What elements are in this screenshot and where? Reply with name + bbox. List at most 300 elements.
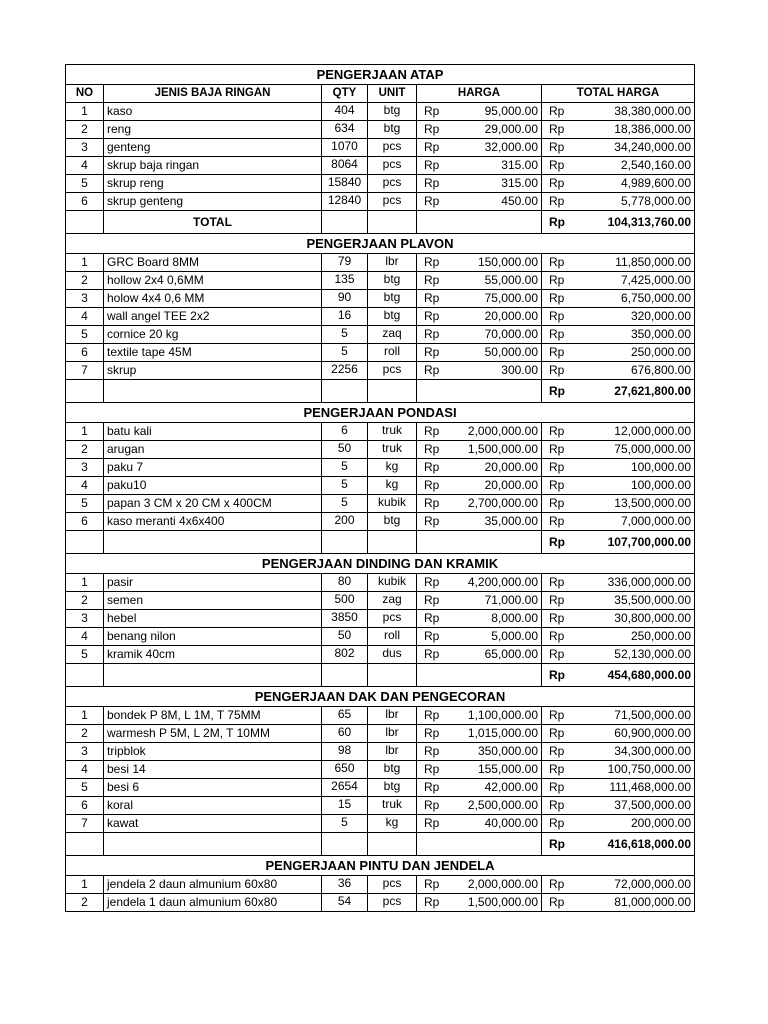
price-currency: Rp [417, 459, 446, 477]
item-total: 111,468,000.00 [562, 779, 695, 797]
item-no: 3 [66, 610, 104, 628]
item-qty: 5 [322, 326, 368, 344]
item-price: 71,000.00 [446, 592, 542, 610]
section-title-row [66, 554, 695, 574]
item-price: 95,000.00 [446, 103, 542, 121]
item-no: 4 [66, 157, 104, 175]
price-currency: Rp [417, 103, 446, 121]
table-row [66, 574, 695, 592]
item-name: cornice 20 kg [104, 326, 322, 344]
item-unit: btg [368, 513, 417, 531]
item-price: 50,000.00 [446, 344, 542, 362]
item-qty: 5 [322, 815, 368, 833]
total-currency: Rp [542, 797, 562, 815]
item-price: 315.00 [446, 175, 542, 193]
item-unit: btg [368, 121, 417, 139]
total-currency: Rp [542, 592, 562, 610]
price-currency: Rp [417, 423, 446, 441]
item-unit: pcs [368, 362, 417, 380]
item-price: 150,000.00 [446, 254, 542, 272]
header-qty: QTY [322, 85, 368, 103]
total-currency: Rp [542, 894, 562, 912]
item-qty: 3850 [322, 610, 368, 628]
price-currency: Rp [417, 290, 446, 308]
item-unit: kg [368, 459, 417, 477]
item-qty: 5 [322, 344, 368, 362]
item-qty: 6 [322, 423, 368, 441]
item-qty: 200 [322, 513, 368, 531]
item-no: 4 [66, 477, 104, 495]
table-row [66, 592, 695, 610]
total-currency: Rp [542, 664, 562, 687]
item-price: 1,015,000.00 [446, 725, 542, 743]
table-row [66, 157, 695, 175]
section-title: PENGERJAAN DINDING DAN KRAMIK [66, 554, 695, 574]
item-qty: 50 [322, 441, 368, 459]
section-title-row [66, 234, 695, 254]
section-title: PENGERJAAN PLAVON [66, 234, 695, 254]
item-name: besi 14 [104, 761, 322, 779]
item-total: 52,130,000.00 [562, 646, 695, 664]
header-unit: UNIT [368, 85, 417, 103]
item-name: hebel [104, 610, 322, 628]
total-currency: Rp [542, 308, 562, 326]
total-label [104, 531, 322, 554]
item-price: 2,700,000.00 [446, 495, 542, 513]
item-total: 34,300,000.00 [562, 743, 695, 761]
item-no: 3 [66, 743, 104, 761]
item-price: 1,500,000.00 [446, 894, 542, 912]
price-currency: Rp [417, 254, 446, 272]
price-currency: Rp [417, 797, 446, 815]
item-no: 3 [66, 459, 104, 477]
total-currency: Rp [542, 121, 562, 139]
item-price: 2,000,000.00 [446, 876, 542, 894]
item-name: batu kali [104, 423, 322, 441]
total-blank [66, 664, 104, 687]
table-row [66, 272, 695, 290]
table-row [66, 423, 695, 441]
price-currency: Rp [417, 761, 446, 779]
item-price: 42,000.00 [446, 779, 542, 797]
item-qty: 1070 [322, 139, 368, 157]
total-currency: Rp [542, 513, 562, 531]
item-name: skrup genteng [104, 193, 322, 211]
total-currency: Rp [542, 103, 562, 121]
table-row [66, 628, 695, 646]
item-unit: lbr [368, 707, 417, 725]
item-price: 29,000.00 [446, 121, 542, 139]
item-price: 2,000,000.00 [446, 423, 542, 441]
total-blank [322, 211, 368, 234]
total-currency: Rp [542, 761, 562, 779]
price-currency: Rp [417, 743, 446, 761]
item-no: 1 [66, 707, 104, 725]
table-row [66, 894, 695, 912]
item-qty: 634 [322, 121, 368, 139]
price-currency: Rp [417, 725, 446, 743]
item-qty: 650 [322, 761, 368, 779]
section-total-value: 27,621,800.00 [562, 380, 695, 403]
item-qty: 36 [322, 876, 368, 894]
table-row [66, 308, 695, 326]
total-currency: Rp [542, 344, 562, 362]
item-total: 200,000.00 [562, 815, 695, 833]
item-no: 4 [66, 308, 104, 326]
total-blank [322, 833, 368, 856]
table-row [66, 610, 695, 628]
section-total-row [66, 531, 695, 554]
item-total: 12,000,000.00 [562, 423, 695, 441]
item-unit: pcs [368, 894, 417, 912]
price-currency: Rp [417, 779, 446, 797]
item-qty: 15840 [322, 175, 368, 193]
table-row [66, 779, 695, 797]
item-total: 2,540,160.00 [562, 157, 695, 175]
item-price: 350,000.00 [446, 743, 542, 761]
item-name: skrup baja ringan [104, 157, 322, 175]
item-total: 81,000,000.00 [562, 894, 695, 912]
item-price: 20,000.00 [446, 308, 542, 326]
item-total: 350,000.00 [562, 326, 695, 344]
table-row [66, 175, 695, 193]
table-row [66, 815, 695, 833]
item-total: 38,380,000.00 [562, 103, 695, 121]
item-total: 37,500,000.00 [562, 797, 695, 815]
total-blank [66, 531, 104, 554]
table-row [66, 193, 695, 211]
item-price: 1,500,000.00 [446, 441, 542, 459]
table-row [66, 743, 695, 761]
item-total: 35,500,000.00 [562, 592, 695, 610]
price-currency: Rp [417, 477, 446, 495]
price-currency: Rp [417, 610, 446, 628]
item-name: textile tape 45M [104, 344, 322, 362]
item-price: 155,000.00 [446, 761, 542, 779]
item-no: 2 [66, 592, 104, 610]
item-no: 2 [66, 725, 104, 743]
total-blank [417, 531, 542, 554]
item-total: 71,500,000.00 [562, 707, 695, 725]
total-blank [322, 380, 368, 403]
item-total: 5,778,000.00 [562, 193, 695, 211]
total-currency: Rp [542, 495, 562, 513]
price-currency: Rp [417, 894, 446, 912]
total-blank [66, 833, 104, 856]
item-no: 5 [66, 646, 104, 664]
item-qty: 2654 [322, 779, 368, 797]
item-qty: 98 [322, 743, 368, 761]
total-blank [322, 664, 368, 687]
price-currency: Rp [417, 876, 446, 894]
item-no: 7 [66, 815, 104, 833]
item-name: semen [104, 592, 322, 610]
item-name: skrup [104, 362, 322, 380]
item-qty: 5 [322, 459, 368, 477]
section-title-row [66, 687, 695, 707]
section-total-row [66, 664, 695, 687]
header-total-harga: TOTAL HARGA [542, 85, 695, 103]
item-qty: 15 [322, 797, 368, 815]
table-row [66, 326, 695, 344]
item-no: 5 [66, 779, 104, 797]
item-total: 60,900,000.00 [562, 725, 695, 743]
item-price: 20,000.00 [446, 459, 542, 477]
total-currency: Rp [542, 743, 562, 761]
item-qty: 90 [322, 290, 368, 308]
item-name: koral [104, 797, 322, 815]
section-title-row [66, 65, 695, 85]
item-total: 100,750,000.00 [562, 761, 695, 779]
item-unit: kubik [368, 495, 417, 513]
item-total: 30,800,000.00 [562, 610, 695, 628]
item-price: 4,200,000.00 [446, 574, 542, 592]
item-price: 315.00 [446, 157, 542, 175]
item-name: genteng [104, 139, 322, 157]
total-label [104, 380, 322, 403]
item-qty: 5 [322, 495, 368, 513]
item-no: 2 [66, 272, 104, 290]
item-qty: 404 [322, 103, 368, 121]
item-no: 6 [66, 344, 104, 362]
total-blank [368, 211, 417, 234]
item-price: 55,000.00 [446, 272, 542, 290]
item-no: 5 [66, 326, 104, 344]
price-currency: Rp [417, 628, 446, 646]
item-unit: lbr [368, 254, 417, 272]
item-no: 1 [66, 254, 104, 272]
item-total: 320,000.00 [562, 308, 695, 326]
item-no: 4 [66, 628, 104, 646]
item-total: 250,000.00 [562, 628, 695, 646]
price-currency: Rp [417, 175, 446, 193]
item-name: bondek P 8M, L 1M, T 75MM [104, 707, 322, 725]
item-qty: 50 [322, 628, 368, 646]
total-label [104, 833, 322, 856]
total-label: TOTAL [104, 211, 322, 234]
total-currency: Rp [542, 157, 562, 175]
price-currency: Rp [417, 707, 446, 725]
item-name: kawat [104, 815, 322, 833]
total-currency: Rp [542, 646, 562, 664]
total-currency: Rp [542, 362, 562, 380]
item-total: 7,425,000.00 [562, 272, 695, 290]
price-currency: Rp [417, 513, 446, 531]
header-harga: HARGA [417, 85, 542, 103]
item-unit: btg [368, 290, 417, 308]
item-unit: dus [368, 646, 417, 664]
item-unit: lbr [368, 743, 417, 761]
item-unit: truk [368, 441, 417, 459]
table-row [66, 707, 695, 725]
item-qty: 802 [322, 646, 368, 664]
item-no: 1 [66, 876, 104, 894]
price-currency: Rp [417, 495, 446, 513]
item-unit: btg [368, 761, 417, 779]
item-unit: zaq [368, 326, 417, 344]
total-currency: Rp [542, 459, 562, 477]
item-no: 7 [66, 362, 104, 380]
item-qty: 16 [322, 308, 368, 326]
price-currency: Rp [417, 121, 446, 139]
total-blank [417, 380, 542, 403]
total-blank [417, 664, 542, 687]
item-total: 250,000.00 [562, 344, 695, 362]
total-currency: Rp [542, 574, 562, 592]
total-currency: Rp [542, 610, 562, 628]
cost-sheet [65, 64, 694, 912]
table-row [66, 646, 695, 664]
item-price: 20,000.00 [446, 477, 542, 495]
item-name: benang nilon [104, 628, 322, 646]
item-name: besi 6 [104, 779, 322, 797]
table-row [66, 344, 695, 362]
item-unit: btg [368, 779, 417, 797]
item-name: jendela 1 daun almunium 60x80 [104, 894, 322, 912]
item-price: 8,000.00 [446, 610, 542, 628]
total-blank [66, 211, 104, 234]
total-currency: Rp [542, 175, 562, 193]
total-currency: Rp [542, 139, 562, 157]
item-price: 2,500,000.00 [446, 797, 542, 815]
item-qty: 60 [322, 725, 368, 743]
item-qty: 80 [322, 574, 368, 592]
total-currency: Rp [542, 290, 562, 308]
table-row [66, 362, 695, 380]
price-currency: Rp [417, 344, 446, 362]
item-name: skrup reng [104, 175, 322, 193]
item-no: 1 [66, 423, 104, 441]
item-name: GRC Board 8MM [104, 254, 322, 272]
item-price: 70,000.00 [446, 326, 542, 344]
price-currency: Rp [417, 326, 446, 344]
section-title: PENGERJAAN ATAP [66, 65, 695, 85]
item-no: 3 [66, 290, 104, 308]
total-currency: Rp [542, 531, 562, 554]
table-row [66, 139, 695, 157]
total-blank [368, 531, 417, 554]
price-currency: Rp [417, 139, 446, 157]
section-title-row [66, 856, 695, 876]
item-qty: 500 [322, 592, 368, 610]
price-currency: Rp [417, 157, 446, 175]
total-blank [417, 833, 542, 856]
item-qty: 5 [322, 477, 368, 495]
total-currency: Rp [542, 876, 562, 894]
item-total: 676,800.00 [562, 362, 695, 380]
item-name: kaso [104, 103, 322, 121]
table-row [66, 495, 695, 513]
section-total-value: 107,700,000.00 [562, 531, 695, 554]
total-blank [322, 531, 368, 554]
item-name: wall angel TEE 2x2 [104, 308, 322, 326]
item-no: 5 [66, 175, 104, 193]
total-blank [417, 211, 542, 234]
item-unit: truk [368, 797, 417, 815]
table-row [66, 761, 695, 779]
item-name: warmesh P 5M, L 2M, T 10MM [104, 725, 322, 743]
item-unit: btg [368, 103, 417, 121]
item-total: 34,240,000.00 [562, 139, 695, 157]
price-currency: Rp [417, 441, 446, 459]
item-price: 35,000.00 [446, 513, 542, 531]
price-currency: Rp [417, 193, 446, 211]
section-title: PENGERJAAN PONDASI [66, 403, 695, 423]
item-qty: 12840 [322, 193, 368, 211]
price-currency: Rp [417, 308, 446, 326]
price-currency: Rp [417, 592, 446, 610]
table-row [66, 290, 695, 308]
total-label [104, 664, 322, 687]
total-currency: Rp [542, 380, 562, 403]
total-currency: Rp [542, 211, 562, 234]
item-total: 72,000,000.00 [562, 876, 695, 894]
item-name: hollow 2x4 0,6MM [104, 272, 322, 290]
item-unit: roll [368, 344, 417, 362]
item-name: tripblok [104, 743, 322, 761]
item-name: pasir [104, 574, 322, 592]
item-price: 1,100,000.00 [446, 707, 542, 725]
section-title: PENGERJAAN DAK DAN PENGECORAN [66, 687, 695, 707]
item-price: 75,000.00 [446, 290, 542, 308]
table-row [66, 254, 695, 272]
section-total-value: 416,618,000.00 [562, 833, 695, 856]
item-name: jendela 2 daun almunium 60x80 [104, 876, 322, 894]
total-currency: Rp [542, 725, 562, 743]
item-name: arugan [104, 441, 322, 459]
total-blank [368, 664, 417, 687]
column-header-row [66, 85, 695, 103]
section-total-value: 454,680,000.00 [562, 664, 695, 687]
price-currency: Rp [417, 815, 446, 833]
item-unit: roll [368, 628, 417, 646]
header-no: NO [66, 85, 104, 103]
item-qty: 79 [322, 254, 368, 272]
item-no: 6 [66, 797, 104, 815]
item-no: 2 [66, 894, 104, 912]
item-name: paku10 [104, 477, 322, 495]
table-row [66, 459, 695, 477]
total-currency: Rp [542, 326, 562, 344]
item-total: 336,000,000.00 [562, 574, 695, 592]
section-total-row [66, 380, 695, 403]
item-name: holow 4x4 0,6 MM [104, 290, 322, 308]
total-blank [368, 380, 417, 403]
table-row [66, 876, 695, 894]
item-no: 6 [66, 193, 104, 211]
total-currency: Rp [542, 254, 562, 272]
total-currency: Rp [542, 815, 562, 833]
item-total: 6,750,000.00 [562, 290, 695, 308]
item-no: 2 [66, 441, 104, 459]
item-total: 7,000,000.00 [562, 513, 695, 531]
item-total: 18,386,000.00 [562, 121, 695, 139]
table-row [66, 797, 695, 815]
total-blank [368, 833, 417, 856]
table-row [66, 513, 695, 531]
item-name: reng [104, 121, 322, 139]
item-price: 32,000.00 [446, 139, 542, 157]
price-currency: Rp [417, 272, 446, 290]
section-total-row [66, 833, 695, 856]
item-name: kaso meranti 4x6x400 [104, 513, 322, 531]
total-currency: Rp [542, 272, 562, 290]
price-currency: Rp [417, 574, 446, 592]
total-blank [66, 380, 104, 403]
item-no: 5 [66, 495, 104, 513]
item-no: 3 [66, 139, 104, 157]
item-total: 100,000.00 [562, 477, 695, 495]
